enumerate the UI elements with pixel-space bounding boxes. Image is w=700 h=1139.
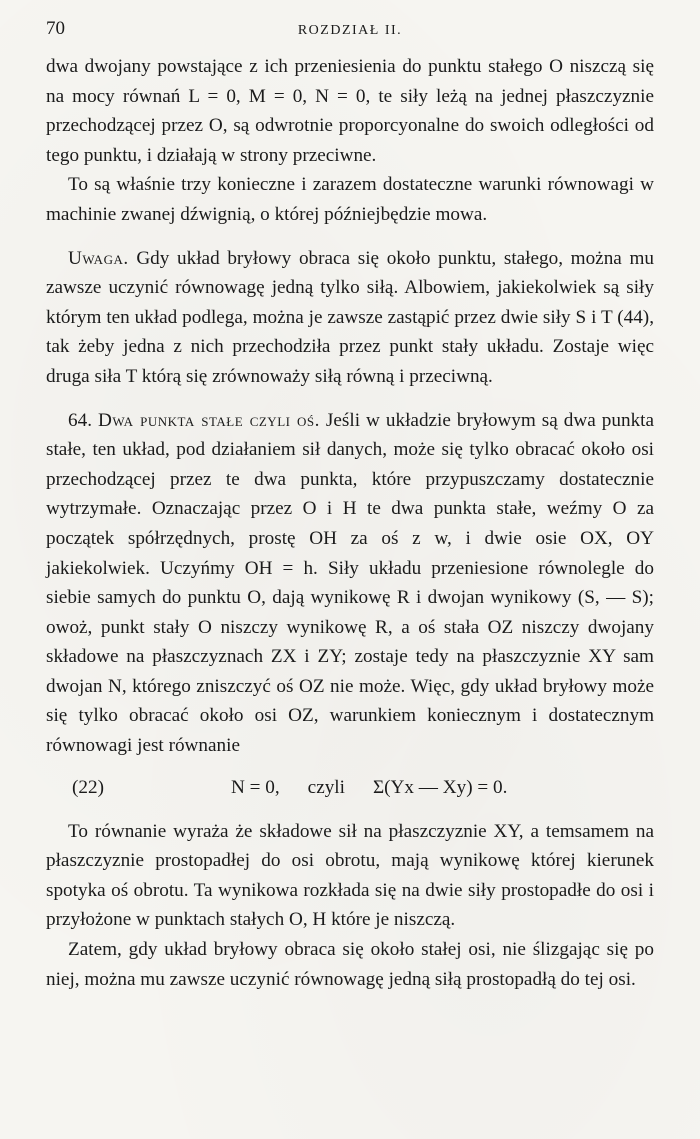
section-number: 64. <box>68 409 92 431</box>
paragraph-remark <box>46 244 654 392</box>
remark-label: Uwaga. <box>68 247 129 269</box>
equation-number: (22) <box>72 776 104 798</box>
equation-body <box>231 773 507 803</box>
section-text: Jeśli w układzie bryłowym są dwa punkta stałe, ten układ, pod działaniem sił danych, może się tylko obracać około osi przechodzącej przez te dwa punkta, które przypuszczamy dostatecznie wytrzymałe. Oznaczając przez O i H te dwa punkta stałe, weźmy O za początek spółrzędnych, prostę OH za oś z w, i dwie osie OX, OY jakiekolwiek. Uczyńmy OH = h. Siły układu przeniesione równolegle do siebie samych do punktu O, dają wynikowę R i dwojan wynikowy (S, — S); owoż, punkt stały O niszczy wynikowę R, a oś stała OZ niszczy dwojany składowe na płaszczyznach ZX i ZY; zostaje tedy na płaszczyznie XY sam dwojan N, którego zniszczyć oś OZ nie może. Więc, gdy układ bryłowy może się tylko obracać około osi OZ, warunkiem koniecznym i dostatecznym równowagi jest równanie <box>46 409 655 757</box>
equation-connector: czyli <box>307 776 345 798</box>
paragraph-lever-conditions: To są właśnie trzy konieczne i zarazem dostateczne warunki równowagi w machinie zwanej dźwignią, o której późniejbędzie mowa. <box>46 174 654 225</box>
page-header <box>46 14 654 44</box>
paragraph-conclusion: Zatem, gdy układ bryłowy obraca się około stałej osi, nie ślizgając się po niej, można mu zawsze uczynić równowagę jedną siłą prostopadłą do tej osi. <box>46 939 654 990</box>
equation-left: N = 0, <box>231 776 280 798</box>
equation-22 <box>46 773 654 803</box>
page-number: 70 <box>46 18 65 39</box>
paragraph-continuation: dwa dwojany powstające z ich przeniesienia do punktu stałego O niszczą się na mocy równań L = 0, M = 0, N = 0, te siły leżą na jednej płaszczyznie przechodzącej przez O, są odwrotnie proporcyonalne do swoich odległości od tego punktu, i działają w strony przeciwne. <box>46 56 654 166</box>
remark-text: Gdy układ bryłowy obraca się około punktu, stałego, można mu zawsze uczynić równowagę jedną tylko siłą. Albowiem, jakiekolwiek są siły którym ten układ podlega, można je zawsze zastąpić przez dwie siły S i T (44), tak żeby jedna z nich przechodziła przez punkt stały układu. Zostaje więc druga siła T którą się zrównoważy siłą równą i przeciwną. <box>46 247 654 387</box>
section-title: Dwa punkta stałe czyli oś. <box>98 409 320 431</box>
running-head: ROZDZIAŁ II. <box>297 23 403 38</box>
paragraph-equation-meaning: To równanie wyraża że składowe sił na płaszczyznie XY, a temsamem na płaszczyznie prostopadłej do osi obrotu, mają wynikowę której kierunek spotyka oś obrotu. Ta wynikowa rozkłada się na dwie siły prostopadłe do osi i przyłożone w punktach stałych O, H które je niszczą. <box>46 820 654 931</box>
equation-right: Σ(Yx — Xy) = 0. <box>372 776 508 798</box>
section-64 <box>46 406 654 761</box>
